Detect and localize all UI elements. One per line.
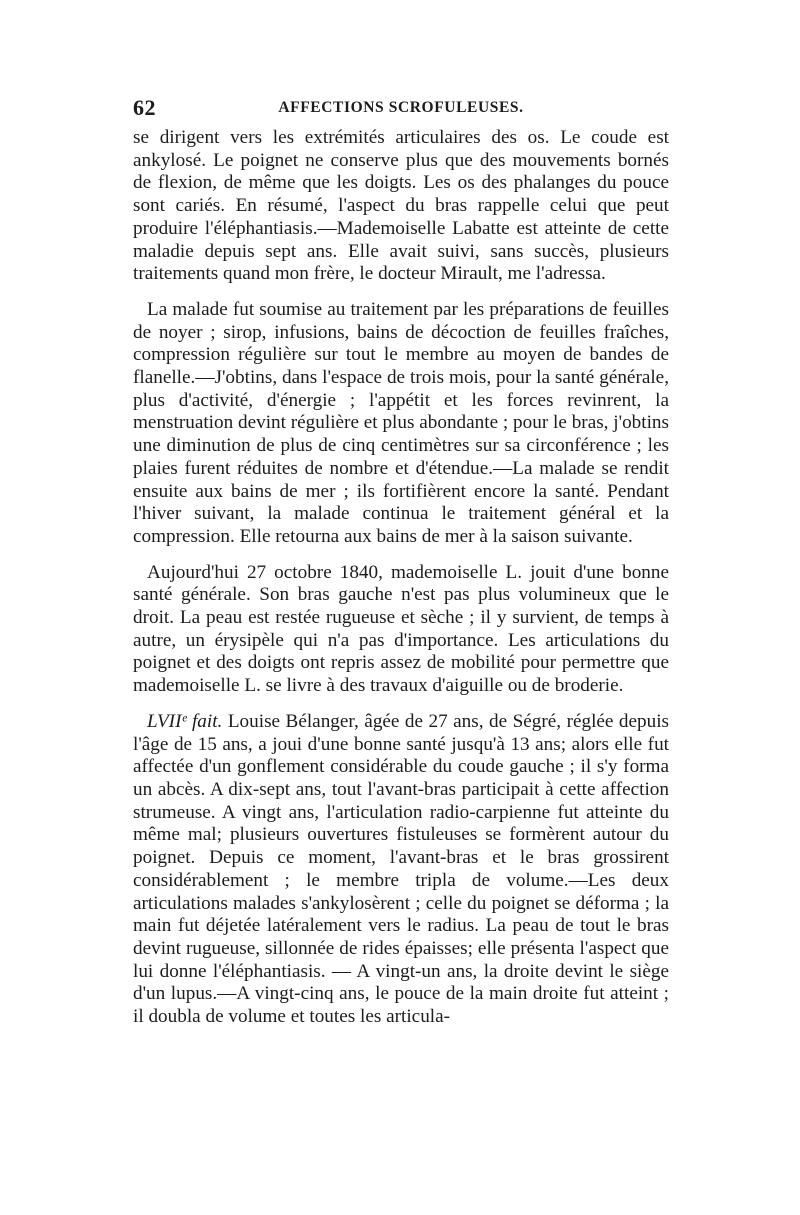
paragraph-4-text: Louise Bélanger, âgée de 27 ans, de Ségré, réglée depuis l'âge de 15 ans, a joui d'une bonne santé jusqu'à 13 ans; alors elle fut affectée d'un gonflement considérable du coude gauche ; il s'y forma un abcès. A dix-sept ans, tout l'avant-bras participait à cette affection strumeuse. A vingt ans, l'articulation radio-carpienne fut atteinte du même mal; plusieurs ouvertures fistuleuses se formèrent autour du poignet. Depuis ce moment, l'avant-bras et le bras grossirent considérablement ; le membre tripla de volume.—Les deux articulations malades s'ankylosèrent ; celle du poignet se déforma ; la main fut déjetée latéralement vers le radius. La peau de tout le bras devint rugueuse, sillonnée de rides épaisses; elle présenta l'aspect que lui donne l'éléphantiasis. — A vingt-un ans, la droite devint le siège d'un lupus.—A vingt-cinq ans, le pouce de la main droite fut atteint ; il doubla de volume et toutes les articula-: [133, 710, 670, 1028]
page-header: [133, 95, 669, 123]
observation-reference: LVIIᵉ fait.: [147, 710, 223, 732]
paragraph-4: [133, 711, 669, 1029]
running-title: AFFECTIONS SCROFULEUSES.: [278, 99, 524, 116]
paragraph-3: Aujourd'hui 27 octobre 1840, mademoiselle L. jouit d'une bonne santé générale. Son bras gauche n'est pas plus volumineux que le droit. La peau est restée rugueuse et sèche ; il y survient, de temps à autre, un érysipèle qui n'a pas d'importance. Les articulations du poignet et des doigts ont repris assez de mobilité pour permettre que mademoiselle L. se livre à des travaux d'aiguille ou de broderie.: [133, 561, 669, 697]
page-number: 62: [133, 95, 156, 120]
paragraph-2: La malade fut soumise au traitement par les préparations de feuilles de noyer ; sirop, infusions, bains de décoction de feuilles fraîches, compression régulière sur tout le membre au moyen de bandes de flanelle.—J'obtins, dans l'espace de trois mois, pour la santé générale, plus d'activité, d'énergie ; l'appétit et les forces revinrent, la menstruation devint régulière et plus abondante ; pour le bras, j'obtins une diminution de plus de cinq centimètres sur sa circonférence ; les plaies furent réduites de nombre et d'étendue.—La malade se rendit ensuite aux bains de mer ; ils fortifièrent encore la santé. Pendant l'hiver suivant, la malade continua le traitement général et la compression. Elle retourna aux bains de mer à la saison suivante.: [133, 298, 669, 547]
book-page: [133, 95, 669, 1042]
paragraph-1: se dirigent vers les extrémités articulaires des os. Le coude est ankylosé. Le poignet ne conserve plus que des mouvements bornés de flexion, de même que les doigts. Les os des phalanges du pouce sont cariés. En résumé, l'aspect du bras rappelle celui que peut produire l'éléphantiasis.—Mademoiselle Labatte est atteinte de cette maladie depuis sept ans. Elle avait suivi, sans succès, plusieurs traitements quand mon frère, le docteur Mirault, me l'adressa.: [133, 127, 669, 285]
